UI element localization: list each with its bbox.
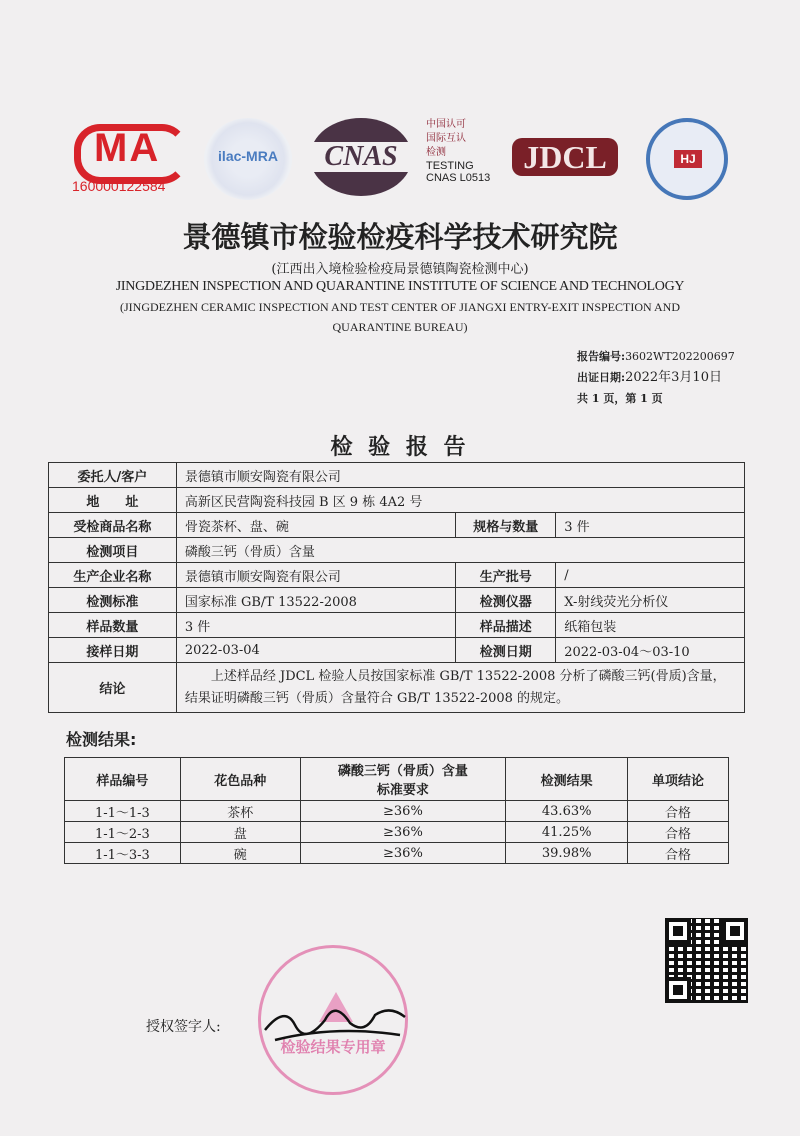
conclusion-value: 上述样品经 JDCL 检验人员按国家标准 GB/T 13522-2008 分析了磷酸三钙(骨质)含量，结果证明磷酸三钙（骨质）含量符合 GB/T 13522-2008 的规定。	[176, 663, 744, 713]
cma-text: MA	[94, 126, 161, 170]
verdict: 合格	[628, 801, 729, 822]
instrument-value: X-射线荧光分析仪	[556, 588, 745, 613]
table-row	[49, 638, 745, 663]
table-row	[49, 488, 745, 513]
table-row	[49, 463, 745, 488]
variety: 盘	[180, 822, 300, 843]
table-row	[49, 588, 745, 613]
page-count: 共 1 页，第 1 页	[577, 392, 663, 405]
requirement: ≥36%	[300, 843, 506, 864]
conclusion-label: 结论	[49, 663, 177, 713]
qty-label: 样品数量	[49, 613, 177, 638]
info-table	[48, 462, 745, 713]
table-row	[65, 822, 729, 843]
verdict: 合格	[628, 822, 729, 843]
qty-value: 3 件	[176, 613, 456, 638]
sample-no: 1-1～2-3	[65, 822, 181, 843]
test-date-label: 检测日期	[456, 638, 556, 663]
item-label: 检测项目	[49, 538, 177, 563]
cnas-cn-2: 国际互认	[426, 133, 466, 144]
maker-value: 景德镇市顺安陶瓷有限公司	[176, 563, 456, 588]
signature-icon	[255, 995, 415, 1055]
maker-label: 生产企业名称	[49, 563, 177, 588]
cnas-accreditation-text	[426, 118, 490, 184]
jdcl-logo: JDCL	[512, 138, 618, 176]
desc-value: 纸箱包装	[556, 613, 745, 638]
result: 41.25%	[506, 822, 628, 843]
header-sample-no: 样品编号	[65, 758, 181, 801]
variety: 茶杯	[180, 801, 300, 822]
issue-date-label: 出证日期:	[577, 371, 626, 384]
institute-en-sub1: (JINGDEZHEN CERAMIC INSPECTION AND TEST CENTER OF JIANGXI ENTRY-EXIT INSPECTION AND	[120, 300, 680, 314]
received-value: 2022-03-04	[176, 638, 456, 663]
cma-logo	[72, 122, 182, 194]
batch-label: 生产批号	[456, 563, 556, 588]
report-title: 检 验 报 告	[330, 435, 470, 460]
table-row	[49, 538, 745, 563]
qr-code[interactable]	[665, 918, 748, 1003]
header-result: 检测结果	[506, 758, 628, 801]
header-variety: 花色品种	[180, 758, 300, 801]
cnas-text: CNAS	[306, 142, 416, 172]
institute-title: 景德镇市检验检疫科学技术研究院	[182, 220, 618, 254]
spec-value: 3 件	[556, 513, 745, 538]
sample-no: 1-1～1-3	[65, 801, 181, 822]
ilac-text: ilac-MRA	[218, 148, 278, 164]
instrument-label: 检测仪器	[456, 588, 556, 613]
address-value: 高新区民营陶瓷科技园 B 区 9 栋 4A2 号	[176, 488, 744, 513]
client-label: 委托人/客户	[49, 463, 177, 488]
signatory-label: 授权签字人:	[146, 1019, 221, 1035]
table-row	[65, 801, 729, 822]
table-header-row	[65, 758, 729, 801]
spec-label: 规格与数量	[456, 513, 556, 538]
standard-label: 检测标准	[49, 588, 177, 613]
cnas-cn-1: 中国认可	[426, 119, 466, 130]
cnas-logo	[310, 118, 412, 196]
product-label: 受检商品名称	[49, 513, 177, 538]
product-value: 骨瓷茶杯、盘、碗	[176, 513, 456, 538]
report-no-label: 报告编号:	[577, 350, 626, 363]
table-row	[65, 843, 729, 864]
requirement: ≥36%	[300, 822, 506, 843]
address-label: 地 址	[49, 488, 177, 513]
sample-no: 1-1～3-3	[65, 843, 181, 864]
result: 39.98%	[506, 843, 628, 864]
institute-en-sub2: QUARANTINE BUREAU)	[332, 320, 468, 334]
hj-text: HJ	[674, 150, 702, 168]
table-row	[49, 663, 745, 713]
report-no: 3602WT202200697	[625, 350, 735, 363]
table-row	[49, 563, 745, 588]
received-label: 接样日期	[49, 638, 177, 663]
results-heading: 检测结果:	[66, 730, 137, 749]
results-table	[64, 757, 729, 864]
table-row	[49, 613, 745, 638]
header-content-line1: 磷酸三钙（骨质）含量	[337, 764, 468, 779]
issue-date: 2022年3月10日	[625, 370, 722, 385]
cma-number: 160000122584	[72, 178, 166, 194]
standard-value: 国家标准 GB/T 13522-2008	[176, 588, 456, 613]
client-value: 景德镇市顺安陶瓷有限公司	[176, 463, 744, 488]
cnas-cn-3: 检测	[426, 147, 446, 158]
result: 43.63%	[506, 801, 628, 822]
verdict: 合格	[628, 843, 729, 864]
hj-logo	[646, 118, 728, 200]
ilac-mra-logo	[204, 118, 292, 200]
institute-subtitle: (江西出入境检验检疫局景德镇陶瓷检测中心)	[271, 262, 529, 277]
header-content-line2: 标准要求	[376, 783, 429, 798]
report-meta	[577, 346, 735, 409]
item-value: 磷酸三钙（骨质）含量	[176, 538, 744, 563]
header-verdict: 单项结论	[628, 758, 729, 801]
cnas-en-1: TESTING	[426, 160, 474, 172]
requirement: ≥36%	[300, 801, 506, 822]
test-date-value: 2022-03-04～03-10	[556, 638, 745, 663]
batch-value: /	[556, 563, 745, 588]
variety: 碗	[180, 843, 300, 864]
cnas-en-2: CNAS L0513	[426, 172, 491, 184]
desc-label: 样品描述	[456, 613, 556, 638]
header-content	[300, 758, 506, 801]
table-row	[49, 513, 745, 538]
seal-text: 检验结果专用章	[280, 1038, 386, 1056]
institute-en-title: JINGDEZHEN INSPECTION AND QUARANTINE INSTITUTE OF SCIENCE AND TECHNOLOGY	[115, 279, 685, 294]
